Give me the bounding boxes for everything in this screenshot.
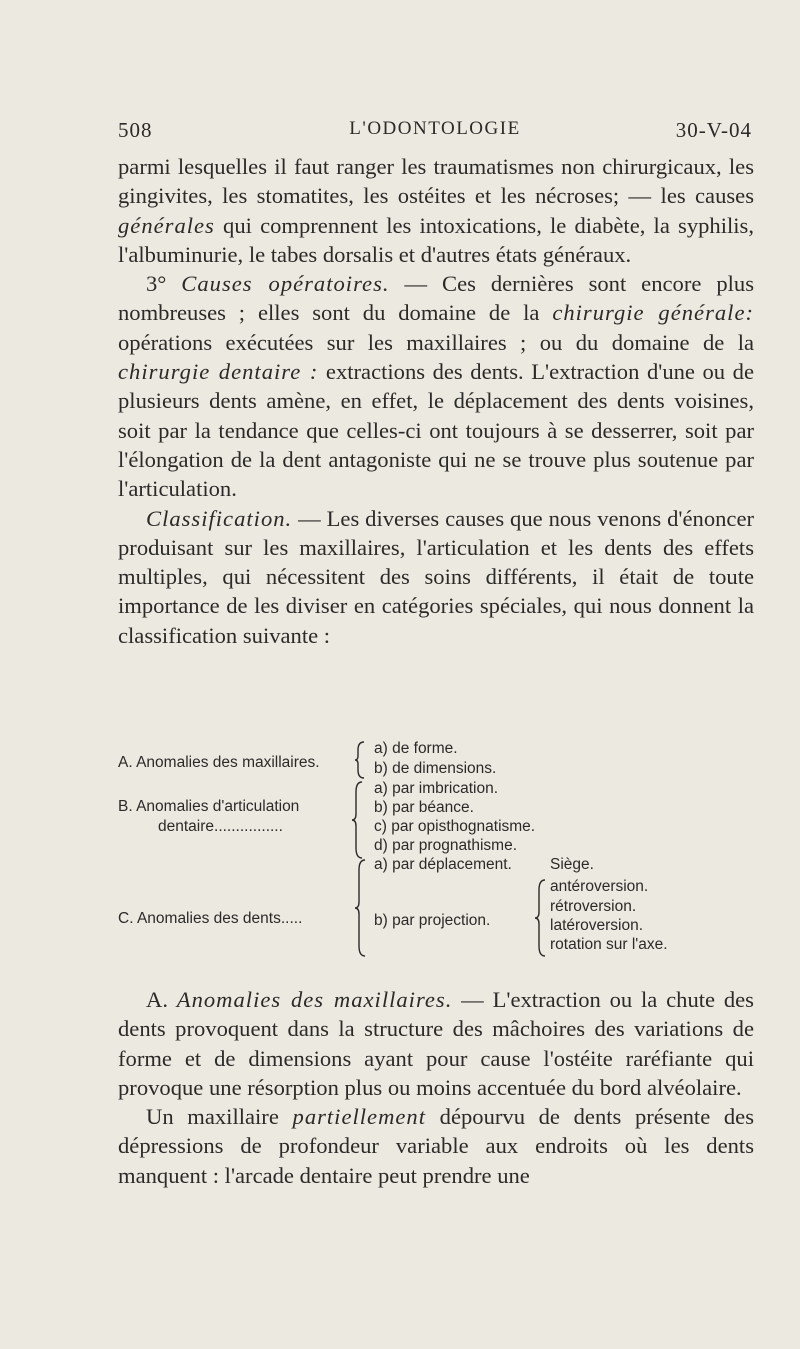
body-text-bottom: [118, 985, 754, 1190]
class-c-subitem: rotation sur l'axe.: [550, 936, 668, 953]
class-c-subitem: rétroversion.: [550, 898, 637, 915]
class-b-item: b) par béance.: [374, 799, 474, 816]
class-a-item: b) de dimensions.: [374, 760, 497, 777]
body-text-top: [118, 152, 754, 650]
page-number: 508: [118, 118, 153, 142]
brace-b: [351, 780, 365, 860]
class-b-label: dentaire................: [158, 818, 283, 835]
class-b-item: d) par prognathisme.: [374, 837, 518, 854]
paragraph-maxillaire-partiel: Un maxillaire partiellement dépourvu de dents présente des dépressions de profondeur variable aux endroits où les dents manquent : l'arcade dentaire peut prendre une: [118, 1104, 755, 1188]
class-a-label: A. Anomalies des maxillaires.: [118, 754, 320, 771]
section-heading: Classification.: [146, 505, 293, 531]
class-b-item: c) par opisthognatisme.: [374, 818, 536, 835]
paragraph-causes-operatoires: 3° Causes opératoires. — Ces dernières sont encore plus nombreuses ; elles sont du domaine de la chirurgie générale: opérations exécutées sur les maxillaires ; ou du domaine de la chirurgie dentaire : extractions des dents. L'extraction d'une ou de plusieurs dents amène, en effet, le déplacement des dents voisines, soit par la tendance que celles-ci ont toujours à se desserrer, soit par l'élongation de la dent antagoniste qui ne se trouve plus soutenue par l'articulation.: [118, 271, 755, 502]
paragraph-anomalies-maxillaires: A. Anomalies des maxillaires. — L'extraction ou la chute des dents provoquent dans la structure des mâchoires des variations de forme et de dimensions ayant pour cause l'ostéite raréfiante qui provoque une résorption plus ou moins accentuée du bord alvéolaire.: [118, 987, 754, 1100]
section-heading: Anomalies des maxillaires.: [176, 987, 453, 1012]
class-c-item: a) par déplacement.: [374, 856, 512, 873]
issue-date: 30-V-04: [675, 118, 752, 142]
class-c-item: b) par projection.: [374, 912, 491, 929]
journal-title: L'ODONTOLOGIE: [349, 118, 521, 139]
classification-table: [118, 738, 758, 958]
class-c-subitem: antéroversion.: [550, 878, 649, 895]
class-a-item: a) de forme.: [374, 740, 458, 757]
brace-a: [354, 740, 368, 780]
class-c-label: C. Anomalies des dents.....: [118, 910, 303, 927]
class-c-subitem: latéroversion.: [550, 917, 644, 934]
brace-c: [354, 858, 368, 958]
class-b-label: B. Anomalies d'articulation: [118, 798, 300, 815]
section-heading: Causes opératoires.: [181, 271, 390, 297]
class-b-item: a) par imbrication.: [374, 780, 499, 797]
paragraph-classification: Classification. — Les diverses causes que nous venons d'énoncer produisant sur les maxillaires, l'articulation et les dents des effets multiples, qui nécessitent des soins différents, il était de toute importance de les diviser en catégories spéciales, qui nous donnent la classification suivante :: [118, 505, 754, 648]
paragraph-causes: parmi lesquelles il faut ranger les traumatismes non chirurgicaux, les gingivites, les stomatites, les ostéites et les nécroses; — les causes générales qui comprennent les intoxications, le diabète, la syphilis, l'albuminurie, le tabes dorsalis et d'autres états généraux.: [118, 154, 754, 267]
class-c-siege: Siège.: [550, 856, 594, 873]
running-header: [118, 118, 752, 146]
brace-c-sub: [534, 878, 548, 958]
